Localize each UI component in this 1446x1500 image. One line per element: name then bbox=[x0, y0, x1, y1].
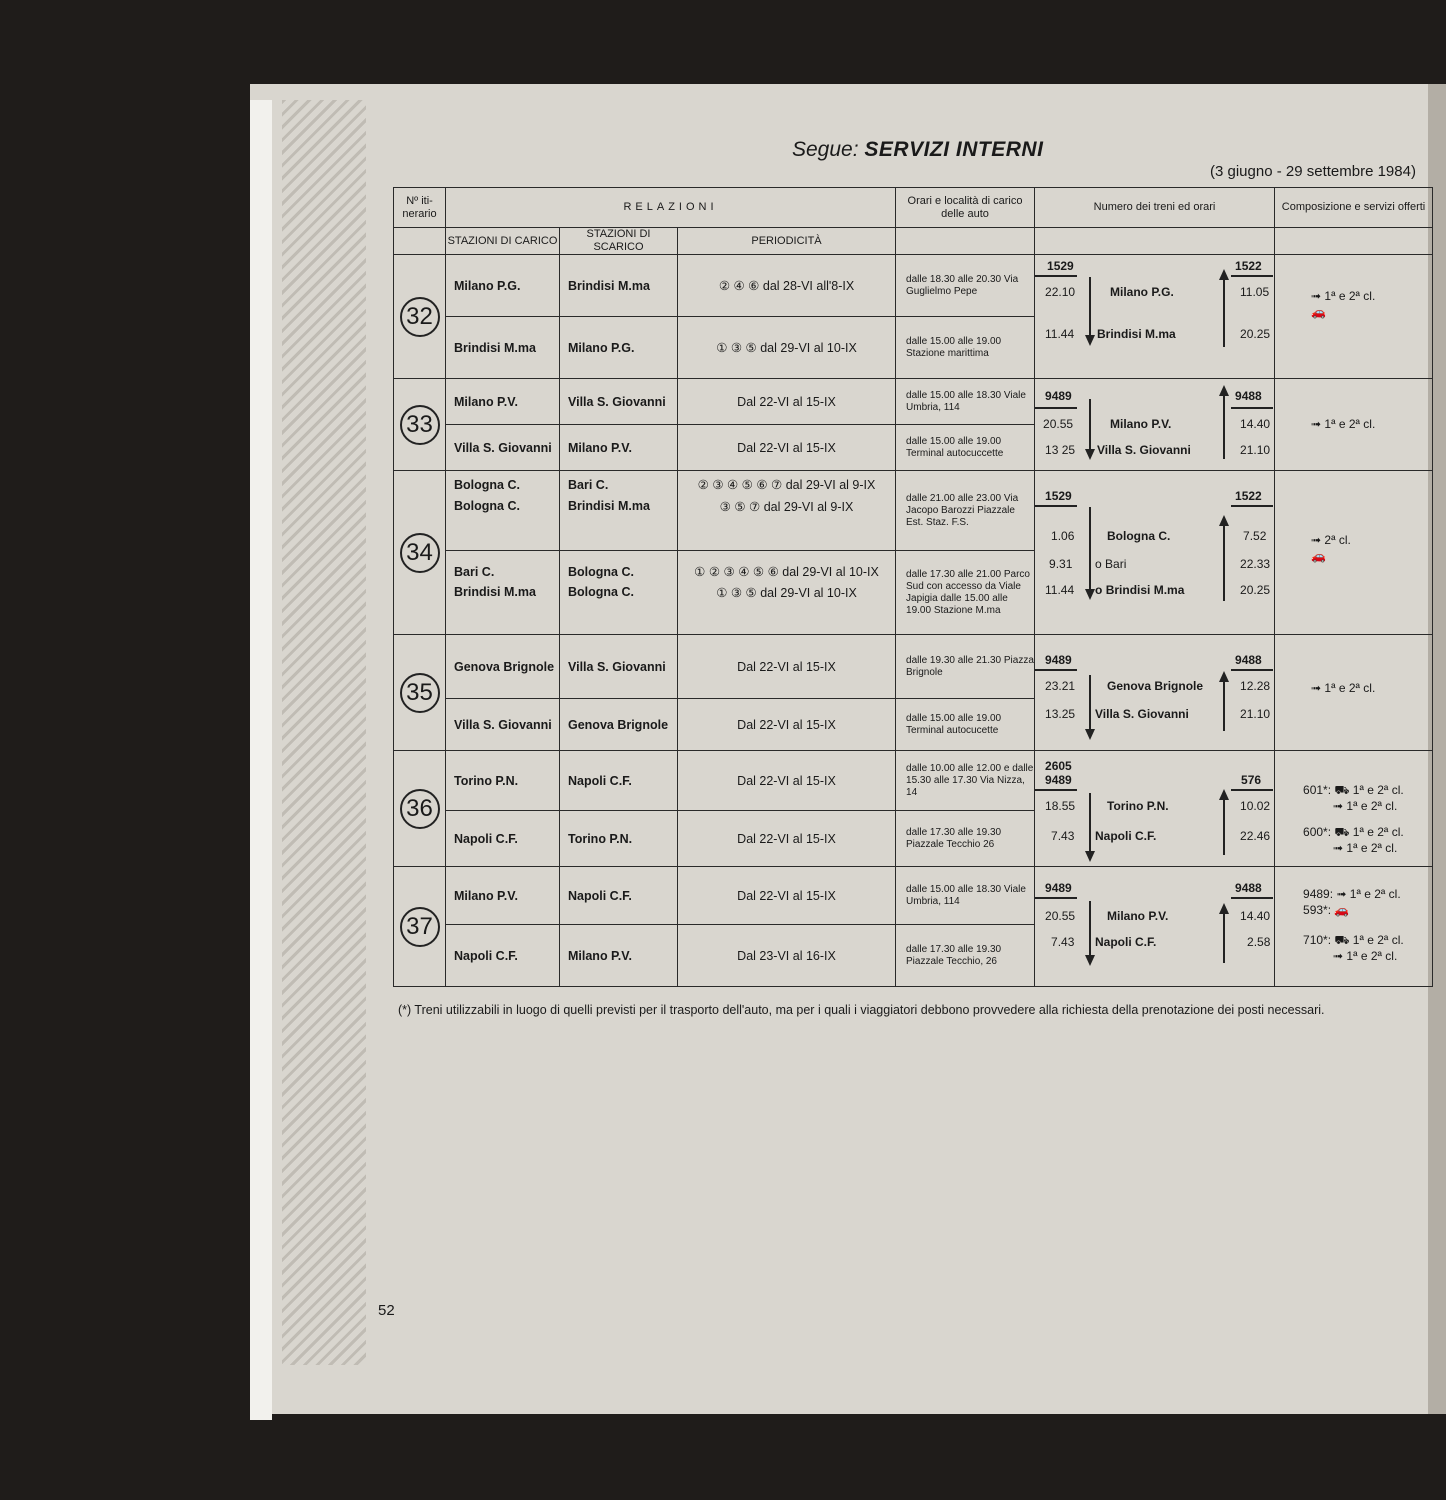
composition: ➟ 1ª e 2ª cl. bbox=[1275, 379, 1433, 471]
train-cell: 2605 9489 576 18.55 Torino P.N. 10.02 7.43 Napoli C.F. 22.46 bbox=[1035, 751, 1275, 867]
hatched-margin bbox=[282, 100, 366, 1365]
train-number: 1522 bbox=[1235, 259, 1262, 273]
col-relazioni: RELAZIONI bbox=[446, 188, 896, 228]
composition: 601*: ⛟ 1ª e 2ª cl. ➟ 1ª e 2ª cl. 600*: ⛟ 1ª e 2ª cl. ➟ 1ª e 2ª cl. bbox=[1275, 751, 1433, 867]
footnote: (*) Treni utilizzabili in luogo di quelli previsti per il trasporto dell'auto, ma per i quali i viaggiatori debbono provvedere alla richiesta della prenotazione dei posti necessari. bbox=[398, 1003, 1325, 1017]
composition: ➟ 1ª e 2ª cl. bbox=[1275, 635, 1433, 751]
col-orari: Orari e località di carico delle auto bbox=[896, 188, 1035, 228]
itinerary-number: 36 bbox=[394, 751, 446, 867]
title-prefix: Segue: bbox=[792, 138, 859, 161]
train-cell bbox=[1035, 255, 1275, 379]
time: 11.05 bbox=[1240, 285, 1270, 299]
date-range: (3 giugno - 29 settembre 1984) bbox=[1210, 163, 1416, 180]
table-row: Villa S. Giovanni Genova Brignole Dal 22-VI al 15-IX dalle 15.00 alle 19.00 Terminal autocucette bbox=[394, 699, 1433, 751]
table-row: Napoli C.F. Torino P.N. Dal 22-VI al 15-IX dalle 17.30 alle 19.30 Piazzale Tecchio 26 bbox=[394, 811, 1433, 867]
car-icon: 🚗 bbox=[1311, 549, 1326, 563]
train-cell: 9489 9488 20.55 Milano P.V. 14.40 13 25 Villa S. Giovanni 21.10 bbox=[1035, 379, 1275, 471]
time: 20.25 bbox=[1240, 327, 1271, 341]
itinerary-number: 34 bbox=[394, 471, 446, 635]
composition: 9489: ➟ 1ª e 2ª cl. 593*: 🚗 710*: ⛟ 1ª e 2ª cl. ➟ 1ª e 2ª cl. bbox=[1275, 867, 1433, 987]
table-row bbox=[394, 255, 1433, 317]
composition: ➟ 2ª cl. 🚗 bbox=[1275, 471, 1433, 635]
page-title bbox=[792, 138, 1043, 162]
itinerary-number: 35 bbox=[394, 635, 446, 751]
loading-hours: dalle 18.30 alle 20.30 Via Guglielmo Pepe bbox=[896, 255, 1035, 317]
train-cell: 9489 9488 20.55 Milano P.V. 14.40 7.43 Napoli C.F. 2.58 bbox=[1035, 867, 1275, 987]
table-row: Napoli C.F. Milano P.V. Dal 23-VI al 16-IX dalle 17.30 alle 19.30 Piazzale Tecchio, 26 bbox=[394, 925, 1433, 987]
col-periodicita: PERIODICITÀ bbox=[678, 228, 896, 255]
table-row: 36 Torino P.N. Napoli C.F. Dal 22-VI al 15-IX dalle 10.00 alle 12.00 e dalle 15.30 alle 17.30 Via Nizza, 14 2605 9489 576 18.55 Torino P.N. 10.02 7.43 Napoli C.F. 22.46 601*: ⛟ 1ª e 2ª cl. ➟ 1ª e 2ª cl. 600*: ⛟ 1ª e 2ª cl. ➟ 1ª e 2ª cl. bbox=[394, 751, 1433, 811]
col-scarico: STAZIONI DI SCARICO bbox=[560, 228, 678, 255]
itinerary-number: 33 bbox=[394, 379, 446, 471]
page-number: 52 bbox=[378, 1302, 395, 1319]
composition: ➟ 1ª e 2ª cl. 🚗 bbox=[1275, 255, 1433, 379]
table-row: 37 Milano P.V. Napoli C.F. Dal 22-VI al 15-IX dalle 15.00 alle 18.30 Viale Umbria, 114 9489 9488 20.55 Milano P.V. 14.40 7.43 Napoli C.F. 2.58 9489: ➟ 1ª e 2ª cl. 593*: 🚗 710*: ⛟ 1ª e 2ª cl. ➟ 1ª e 2ª cl. bbox=[394, 867, 1433, 925]
station-scarico: Brindisi M.ma bbox=[560, 255, 678, 317]
col-itinerario: Nº iti-nerario bbox=[394, 188, 446, 228]
train-cell: 9489 9488 23.21 Genova Brignole 12.28 13.25 Villa S. Giovanni 21.10 bbox=[1035, 635, 1275, 751]
time: 22.10 bbox=[1045, 285, 1076, 299]
table-row: Bologna C. Brindisi M.ma ③ ⑤ ⑦ dal 29-VI al 9-IX bbox=[394, 499, 1433, 551]
itinerary-number: 32 bbox=[394, 255, 446, 379]
table-row: 34 Bologna C. Bari C. ② ③ ④ ⑤ ⑥ ⑦ dal 29-VI al 9-IX dalle 21.00 alle 23.00 Via Jacopo Barozzi Piazzale Est. Staz. F.S. 1529 1522 1.06 Bologna C. 7.52 9.31 o Bari 22.33 11.44 o Brindisi M.ma 20.25 ➟ 2ª cl. 🚗 bbox=[394, 471, 1433, 499]
train-station: Milano P.G. bbox=[1110, 285, 1174, 299]
table-row: Villa S. Giovanni Milano P.V. Dal 22-VI al 15-IX dalle 15.00 alle 19.00 Terminal autocuccette bbox=[394, 425, 1433, 471]
table-row: 35 Genova Brignole Villa S. Giovanni Dal 22-VI al 15-IX dalle 19.30 alle 21.30 Piazza Brignole 9489 9488 23.21 Genova Brignole 12.28 13.25 Villa S. Giovanni 21.10 ➟ 1ª e 2ª cl. bbox=[394, 635, 1433, 699]
header-row bbox=[394, 188, 1433, 228]
table-row: Brindisi M.ma Bologna C. ① ③ ⑤ dal 29-VI al 10-IX bbox=[394, 579, 1433, 635]
col-treni: Numero dei treni ed orari bbox=[1035, 188, 1275, 228]
periodicity: ② ④ ⑥ dal 28-VI all'8-IX bbox=[678, 255, 896, 317]
car-icon: 🚗 bbox=[1311, 305, 1326, 319]
table-row: Bari C. Bologna C. ① ② ③ ④ ⑤ ⑥ dal 29-VI al 10-IX dalle 17.30 alle 21.00 Parco Sud con accesso da Viale Japigia dalle 15.00 alle 19.00 Stazione M.ma bbox=[394, 551, 1433, 579]
train-station: Brindisi M.ma bbox=[1097, 327, 1176, 341]
train-cell: 1529 1522 1.06 Bologna C. 7.52 9.31 o Bari 22.33 11.44 o Brindisi M.ma 20.25 bbox=[1035, 471, 1275, 635]
col-carico: STAZIONI DI CARICO bbox=[446, 228, 560, 255]
page-edge bbox=[250, 100, 272, 1420]
time: 11.44 bbox=[1045, 327, 1075, 341]
title-main: SERVIZI INTERNI bbox=[864, 138, 1044, 161]
subheader-row bbox=[394, 228, 1433, 255]
train-number: 1529 bbox=[1047, 259, 1074, 273]
table-row: 33 Milano P.V. Villa S. Giovanni Dal 22-VI al 15-IX dalle 15.00 alle 18.30 Viale Umbria, 114 9489 9488 20.55 Milano P.V. 14.40 13 25 Villa S. Giovanni 21.10 ➟ 1ª e 2ª cl. bbox=[394, 379, 1433, 425]
table-row: Brindisi M.ma Milano P.G. ① ③ ⑤ dal 29-VI al 10-IX dalle 15.00 alle 19.00 Stazione marittima bbox=[394, 317, 1433, 379]
itinerary-number: 37 bbox=[394, 867, 446, 987]
station-carico: Milano P.G. bbox=[446, 255, 560, 317]
col-composizione: Composizione e servizi offerti bbox=[1275, 188, 1433, 228]
timetable bbox=[393, 187, 1433, 987]
